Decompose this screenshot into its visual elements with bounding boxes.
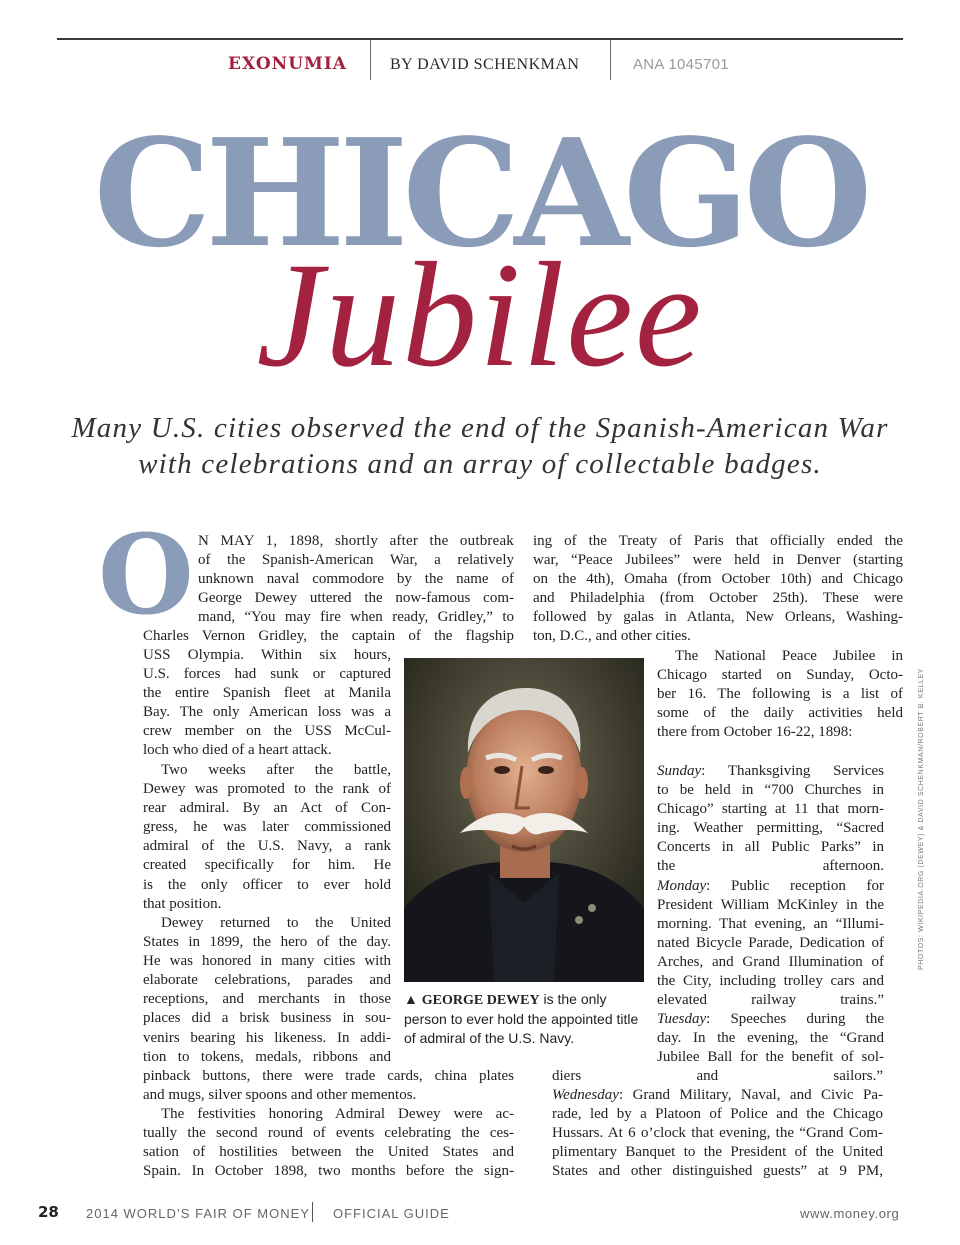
member-id: ANA 1045701	[633, 56, 729, 73]
text-line: States and other distinguished guests” at 9 PM,	[552, 1163, 883, 1180]
text-line: unknown naval commodore by the name of	[198, 571, 514, 588]
footer-url: www.money.org	[800, 1206, 900, 1221]
text-line: elevated railway trains.”	[657, 992, 884, 1009]
day-label: Wednesday	[552, 1087, 619, 1104]
text-line: N MAY 1, 1898, shortly after the outbreak	[198, 533, 514, 549]
text-line: to be held in “700 Churches in	[657, 782, 884, 799]
text-line: of the Spanish-American War, a relatively	[198, 552, 514, 569]
day-label: Sunday	[657, 763, 702, 779]
text-line: diers and sailors.”	[552, 1068, 883, 1084]
photo-caption	[404, 990, 644, 1048]
text-line: Dewey was promoted to the rank of	[143, 781, 391, 798]
text-line: gress, he was later commissioned	[143, 819, 391, 836]
paragraph-jubilees	[533, 532, 903, 647]
text-line: venirs bearing his likeness. In addi-	[143, 1029, 391, 1046]
text-line: He was honored in many cities with	[143, 953, 391, 970]
caption-text: is the only person to ever hold the appointed title of admiral of the U.S. Navy.	[404, 991, 639, 1046]
text-line: rear admiral. By an Act of Con-	[143, 800, 391, 817]
page-number: 28	[38, 1203, 59, 1221]
schedule-list-continued	[552, 1067, 883, 1182]
title-script: Jubilee	[256, 232, 704, 398]
text-line: Sunday: Thanksgiving Services	[657, 763, 884, 779]
text-line: tion to tokens, medals, ribbons and	[143, 1048, 391, 1065]
text-line: Monday: Public reception for	[657, 877, 884, 894]
schedule-list	[657, 762, 884, 1068]
text-line: George Dewey uttered the now-famous com-	[198, 590, 514, 607]
text-line: ing. Weather permitting, “Sacred	[657, 820, 884, 837]
text-line: The National Peace Jubilee in	[675, 648, 903, 664]
caption-marker: ▲	[404, 991, 418, 1007]
text-line: Charles Vernon Gridley, the captain of the flagship	[143, 628, 514, 644]
text-line: USS Olympia. Within six hours,	[143, 647, 391, 663]
byline: BY DAVID SCHENKMAN	[390, 56, 580, 73]
deck-line: Many U.S. cities observed the end of the Spanish-American War	[71, 412, 889, 444]
paragraph-return	[143, 914, 391, 1067]
photo-credit: PHOTOS: WIKIPEDIA.ORG (DEWEY) & DAVID SCHENKMAN/ROBERT B. KELLEY	[918, 668, 925, 970]
footer-divider	[312, 1202, 313, 1222]
paragraph-intro-narrow	[143, 646, 391, 761]
text-line: Spain. In October 1898, two months before the sign-	[143, 1163, 514, 1180]
text-line: ton, D.C., and other cities.	[533, 628, 691, 645]
text-line: U.S. forces had sunk or captured	[143, 666, 391, 683]
paragraph-promotion	[143, 761, 391, 914]
text-line: day. In the evening, the “Grand	[657, 1030, 884, 1047]
header-divider	[370, 40, 371, 80]
text-line: nated Bicycle Parade, Dedication of	[657, 934, 884, 951]
text-line: receptions, and merchants in those	[143, 991, 391, 1008]
text-line: admiral of the U.S. Navy, a rank	[143, 838, 391, 855]
text-line: The festivities honoring Admiral Dewey were ac-	[161, 1106, 514, 1122]
paragraph-intro	[198, 532, 514, 627]
text-line: President William McKinley in the	[657, 896, 884, 913]
text-line: and Philadelphia (from October 25th). These were	[533, 590, 903, 607]
dewey-portrait	[404, 658, 644, 982]
text-line: on the 4th), Omaha (from October 10th) and Chicago	[533, 571, 903, 588]
header-rule	[57, 38, 903, 40]
paragraph-chicago	[657, 647, 903, 742]
day-label: Tuesday	[657, 1011, 707, 1028]
paragraph-return-full	[143, 1067, 514, 1105]
text-line: Dewey returned to the United	[161, 915, 391, 931]
section-label: EXONUMIA	[228, 54, 347, 74]
text-line: Arches, and Grand Illumination of	[657, 953, 884, 970]
text-line: ber 16. The following is a list of	[657, 686, 903, 703]
deck-line: with celebrations and an array of collectable badges.	[138, 448, 822, 480]
text-line: is the only officer to ever hold	[143, 876, 391, 893]
text-line: Chicago started on Sunday, Octo-	[657, 667, 903, 684]
text-line: Bay. The only American loss was a	[143, 704, 391, 721]
deck	[40, 410, 920, 482]
text-line: and mugs, silver spoons and other mementos.	[143, 1087, 417, 1104]
text-line: Concerts in all Public Parks” in	[657, 839, 884, 856]
text-line: the afternoon.	[657, 858, 884, 875]
text-line: created specifically for him. He	[143, 857, 391, 874]
footer-guide: OFFICIAL GUIDE	[333, 1206, 450, 1221]
drop-cap: O	[98, 510, 194, 639]
text-line: tually the second round of events celebrating the ces-	[143, 1125, 514, 1142]
caption-name: GEORGE DEWEY	[421, 993, 540, 1008]
text-line: rade, led by a Platoon of Police and the Chicago	[552, 1106, 883, 1123]
text-line: Tuesday: Speeches during the	[657, 1011, 884, 1028]
paragraph-intro-full	[143, 627, 514, 646]
text-line: war, “Peace Jubilees” were held in Denver (starting	[533, 552, 903, 569]
text-line: Two weeks after the battle,	[161, 762, 391, 778]
text-line: places did a brisk business in sou-	[143, 1010, 391, 1027]
text-line: plimentary Banquet to the President of the United	[552, 1144, 883, 1161]
text-line: Wednesday: Grand Military, Naval, and Civic Pa-	[552, 1087, 883, 1104]
text-line: the entire Spanish fleet at Manila	[143, 685, 391, 702]
text-line: morning. That evening, an “Illumi-	[657, 915, 884, 932]
header-divider	[610, 40, 611, 80]
text-line: sation of hostilities between the United States and	[143, 1144, 514, 1161]
dewey-portrait-image	[404, 658, 644, 982]
text-line: the City, including trolley cars and	[657, 973, 884, 990]
text-line: States in 1899, the hero of the day.	[143, 934, 391, 951]
text-line: that position.	[143, 895, 222, 912]
text-line: loch who died of a heart attack.	[143, 742, 332, 759]
footer-publication: 2014 WORLD’S FAIR OF MONEY	[86, 1206, 310, 1221]
text-line: followed by galas in Atlanta, New Orleans, Washing-	[533, 609, 903, 626]
text-line: crew member on the USS McCul-	[143, 723, 391, 740]
text-line: elaborate celebrations, parades and	[143, 972, 391, 989]
text-line: pinback buttons, there were trade cards, china plates	[143, 1068, 514, 1084]
text-line: there from October 16-22, 1898:	[657, 724, 853, 741]
text-line: Hussars. At 6 o’clock that evening, the “Grand Com-	[552, 1125, 883, 1142]
text-line: some of the daily activities held	[657, 705, 903, 722]
text-line: Chicago” starting at 11 that morn-	[657, 801, 884, 818]
text-line: ing of the Treaty of Paris that officially ended the	[533, 533, 903, 549]
title-main: CHICAGO	[93, 106, 867, 280]
paragraph-festivities	[143, 1105, 514, 1181]
text-line: Jubilee Ball for the benefit of sol-	[657, 1049, 884, 1066]
text-line: mand, “You may fire when ready, Gridley,” to	[198, 609, 514, 626]
day-label: Monday	[657, 877, 707, 894]
